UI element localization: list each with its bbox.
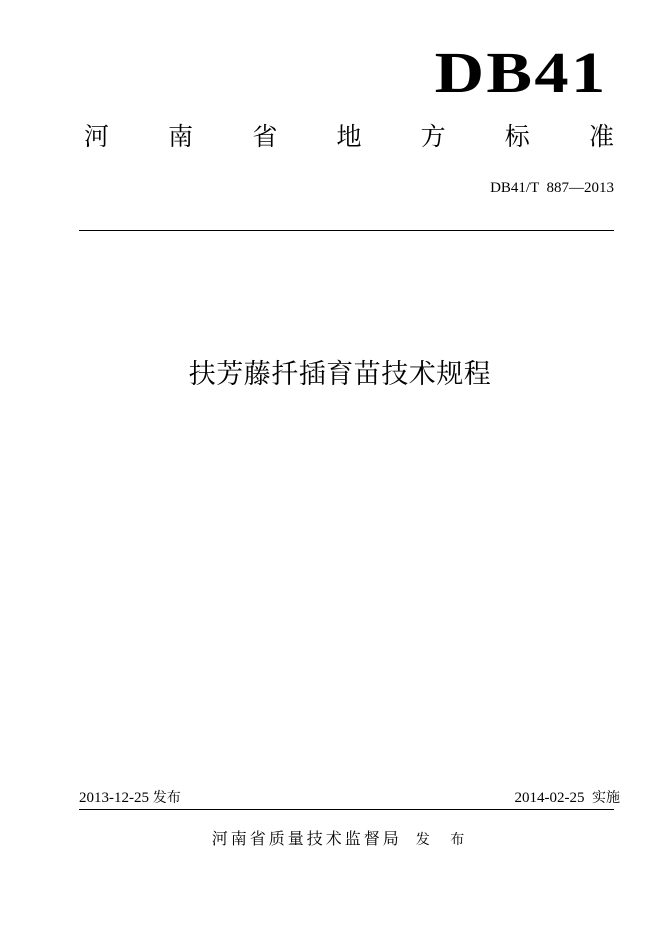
standard-type-char: 标 bbox=[504, 122, 530, 151]
standard-type-heading bbox=[84, 122, 614, 152]
header-divider bbox=[79, 230, 614, 231]
issuing-authority-line bbox=[0, 829, 662, 850]
document-title: 扶芳藤扦插育苗技术规程 bbox=[188, 359, 492, 390]
implementation-date-line bbox=[515, 789, 621, 807]
standard-type-char: 南 bbox=[168, 122, 194, 151]
issuing-action: 发 布 bbox=[415, 832, 473, 848]
issuing-authority: 河南省质量技术监督局 bbox=[211, 829, 402, 848]
standard-type-char: 地 bbox=[336, 122, 362, 151]
standard-number: DB41/T 887—2013 bbox=[490, 180, 614, 196]
implementation-label: 实施 bbox=[592, 790, 620, 806]
issue-date: 2013-12-25 bbox=[79, 790, 149, 806]
footer-divider bbox=[79, 809, 614, 810]
standard-type-char: 省 bbox=[252, 122, 278, 151]
issue-label: 发布 bbox=[152, 790, 181, 806]
standard-code-mark: DB41 bbox=[435, 40, 608, 105]
issue-date-line bbox=[79, 789, 181, 807]
standard-type-char: 准 bbox=[588, 122, 614, 151]
standard-type-char: 方 bbox=[420, 122, 446, 151]
implementation-date: 2014-02-25 bbox=[514, 790, 585, 806]
standard-type-char: 河 bbox=[84, 122, 110, 151]
